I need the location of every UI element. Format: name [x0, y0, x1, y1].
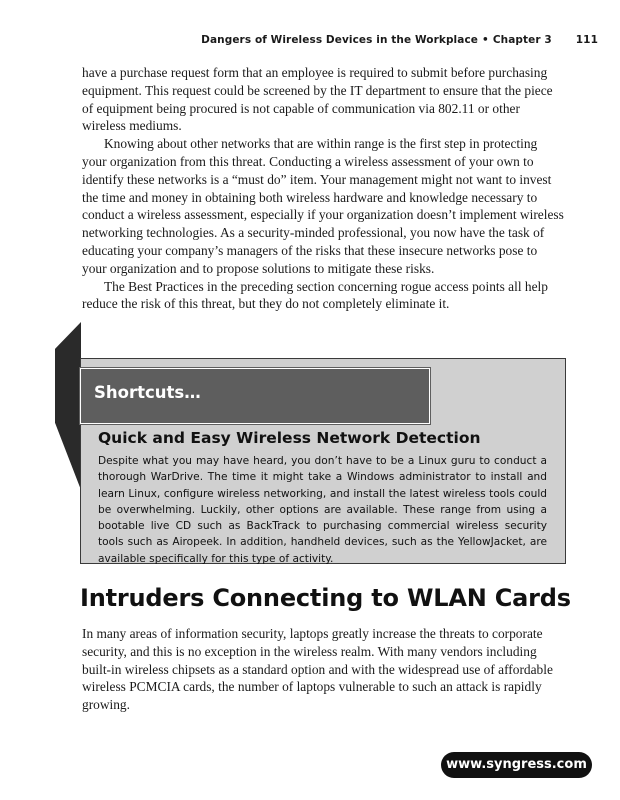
- page-number: 111: [575, 34, 598, 46]
- header-chapter: Chapter 3: [492, 34, 552, 46]
- sidebar-heading: Quick and Easy Wireless Network Detection: [98, 429, 481, 447]
- section-heading: Intruders Connecting to WLAN Cards: [80, 584, 571, 612]
- body-text-top: [82, 64, 564, 313]
- paragraph: In many areas of information security, laptops greatly increase the threats to corporate security, and this is no exception in the wireless realm. With many vendors including built-in wireless chipsets as a standard option and with the widespread use of affordable wireless PCMCIA cards, the number of laptops vulnerable to such an attack is rapidly growing.: [82, 626, 553, 713]
- sidebar-label: Shortcuts…: [94, 383, 201, 402]
- body-text-bottom: [82, 625, 564, 714]
- paragraph: have a purchase request form that an employee is required to submit before purchasing equipment. This request could be screened by the IT department to ensure that the piece of equipment being procured is not capable of communication via 802.11 or other wireless mediums.: [82, 65, 553, 134]
- sidebar-label-bar: [80, 368, 430, 424]
- sidebar-body: Despite what you may have heard, you don’t have to be a Linux guru to conduct a thorough WarDrive. The time it might take a Windows administrator to install and learn Linux, configure wireless networking, and install the latest wireless tools could be overwhelming. Luckily, other options are available. These range from using a bootable live CD such as BackTrack to purchasing commercial wireless security tools such as Airopeek. In addition, handheld devices, such as the YellowJacket, are available specifically for this type of activity.: [98, 455, 547, 565]
- header-title: Dangers of Wireless Devices in the Workplace: [201, 34, 478, 46]
- sidebar-tab-marker: [55, 322, 81, 490]
- running-header: [201, 34, 598, 46]
- paragraph: The Best Practices in the preceding section concerning rogue access points all help reduce the risk of this threat, but they do not completely eliminate it.: [82, 278, 548, 312]
- paragraph: Knowing about other networks that are within range is the first step in protecting your organization from this threat. Conducting a wireless assessment of your own to identify these networks is a “must do” item. Your management might not want to invest the time and money in obtaining both wireless hardware and knowledge necessary to conduct a wireless assessment, especially if your organization doesn’t implement wireless networking technologies. As a security-minded professional, you now have the task of educating your company’s managers of the risks that these insecure networks pose to your organization and to propose solutions to mitigate these risks.: [82, 136, 564, 276]
- header-separator: •: [482, 34, 489, 46]
- footer-url-badge: www.syngress.com: [441, 752, 592, 778]
